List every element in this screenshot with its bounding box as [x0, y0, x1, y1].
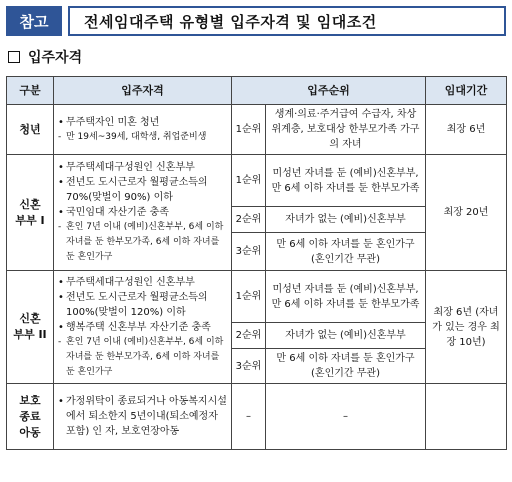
- category-line: 보호: [19, 393, 41, 407]
- page-title: 전세임대주택 유형별 입주자격 및 임대조건: [68, 6, 506, 36]
- rank-cell: 1순위: [232, 271, 266, 323]
- eligibility-table: [6, 76, 507, 450]
- header-category: 구분: [7, 77, 54, 105]
- table-row: [7, 155, 507, 207]
- rank-cell: 3순위: [232, 349, 266, 384]
- table-header-row: [7, 77, 507, 105]
- table-row: [7, 384, 507, 450]
- list-item: • 무주택세대구성원인 신혼부부: [58, 275, 227, 290]
- category-youth: 청년: [7, 105, 54, 155]
- rank-cell: 1순위: [232, 155, 266, 207]
- header-period: 임대기간: [426, 77, 507, 105]
- period-cell: 최장 6년: [426, 105, 507, 155]
- category-line: 부부 I: [15, 213, 45, 227]
- priority-cell: 만 6세 이하 자녀를 둔 혼인가구(혼인기간 무관): [266, 233, 426, 271]
- section-title: 입주자격: [28, 50, 83, 66]
- title-bar: [6, 6, 506, 36]
- list-item: • 가정위탁이 종료되거나 아동복지시설에서 퇴소한지 5년이내(퇴소예정자 포함) 인 자, 보호연장아동: [58, 394, 227, 439]
- priority-cell: 미성년 자녀를 둔 (예비)신혼부부, 만 6세 이하 자녀를 둔 한부모가족: [266, 271, 426, 323]
- rank-cell: 2순위: [232, 207, 266, 233]
- header-eligibility: 입주자격: [54, 77, 232, 105]
- priority-cell: 만 6세 이하 자녀를 둔 혼인가구(혼인기간 무관): [266, 349, 426, 384]
- rank-cell: –: [232, 384, 266, 450]
- period-cell: 최장 6년 (자녀가 있는 경우 최장 10년): [426, 271, 507, 384]
- rank-cell: 3순위: [232, 233, 266, 271]
- priority-cell: 미성년 자녀를 둔 (예비)신혼부부, 만 6세 이하 자녀를 둔 한부모가족: [266, 155, 426, 207]
- rank-cell: 1순위: [232, 105, 266, 155]
- priority-cell: 자녀가 없는 (예비)신혼부부: [266, 207, 426, 233]
- category-line: 아동: [19, 425, 41, 439]
- period-cell: 최장 20년: [426, 155, 507, 271]
- category-line: 부부 II: [13, 328, 47, 341]
- list-item: • 국민임대 자산기준 충족: [58, 205, 227, 220]
- checkbox-icon: [8, 51, 20, 63]
- list-item: • 무주택세대구성원인 신혼부부: [58, 160, 227, 175]
- eligibility-cell: [54, 384, 232, 450]
- priority-cell: 자녀가 없는 (예비)신혼부부: [266, 323, 426, 349]
- table-row: [7, 271, 507, 323]
- category-line: 신혼: [19, 312, 41, 325]
- eligibility-cell: [54, 105, 232, 155]
- list-item: • 행복주택 신혼부부 자산기준 충족: [58, 320, 227, 335]
- period-cell: [426, 384, 507, 450]
- eligibility-cell: [54, 155, 232, 271]
- rank-cell: 2순위: [232, 323, 266, 349]
- section-heading: [8, 46, 82, 68]
- category-newlywed-1: [7, 155, 54, 271]
- list-item: - 혼인 7년 이내 (예비)신혼부부, 6세 이하 자녀를 둔 한부모가족, 6세 이하 자녀를 둔 혼인가구: [58, 220, 227, 265]
- header-priority: 입주순위: [232, 77, 426, 105]
- category-line: 종료: [19, 409, 41, 423]
- list-item: - 만 19세~39세, 대학생, 취업준비생: [58, 130, 227, 145]
- eligibility-cell: [54, 271, 232, 384]
- priority-cell: 생계·의료·주거급여 수급자, 차상위계층, 보호대상 한부모가족 가구의 자녀: [266, 105, 426, 155]
- list-item: - 혼인 7년 이내 (예비)신혼부부, 6세 이하 자녀를 둔 한부모가족, 6세 이하 자녀를 둔 혼인가구: [58, 335, 227, 380]
- reference-tag: 참고: [6, 6, 62, 36]
- list-item: • 무주택자인 미혼 청년: [58, 115, 227, 130]
- category-protection: [7, 384, 54, 450]
- priority-cell: –: [266, 384, 426, 450]
- list-item: • 전년도 도시근로자 월평균소득의 70%(맞벌이 90%) 이하: [58, 175, 227, 205]
- category-newlywed-2: [7, 271, 54, 384]
- table-row: [7, 105, 507, 155]
- category-line: 신혼: [19, 197, 41, 211]
- list-item: • 전년도 도시근로자 월평균소득의 100%(맞벌이 120%) 이하: [58, 290, 227, 320]
